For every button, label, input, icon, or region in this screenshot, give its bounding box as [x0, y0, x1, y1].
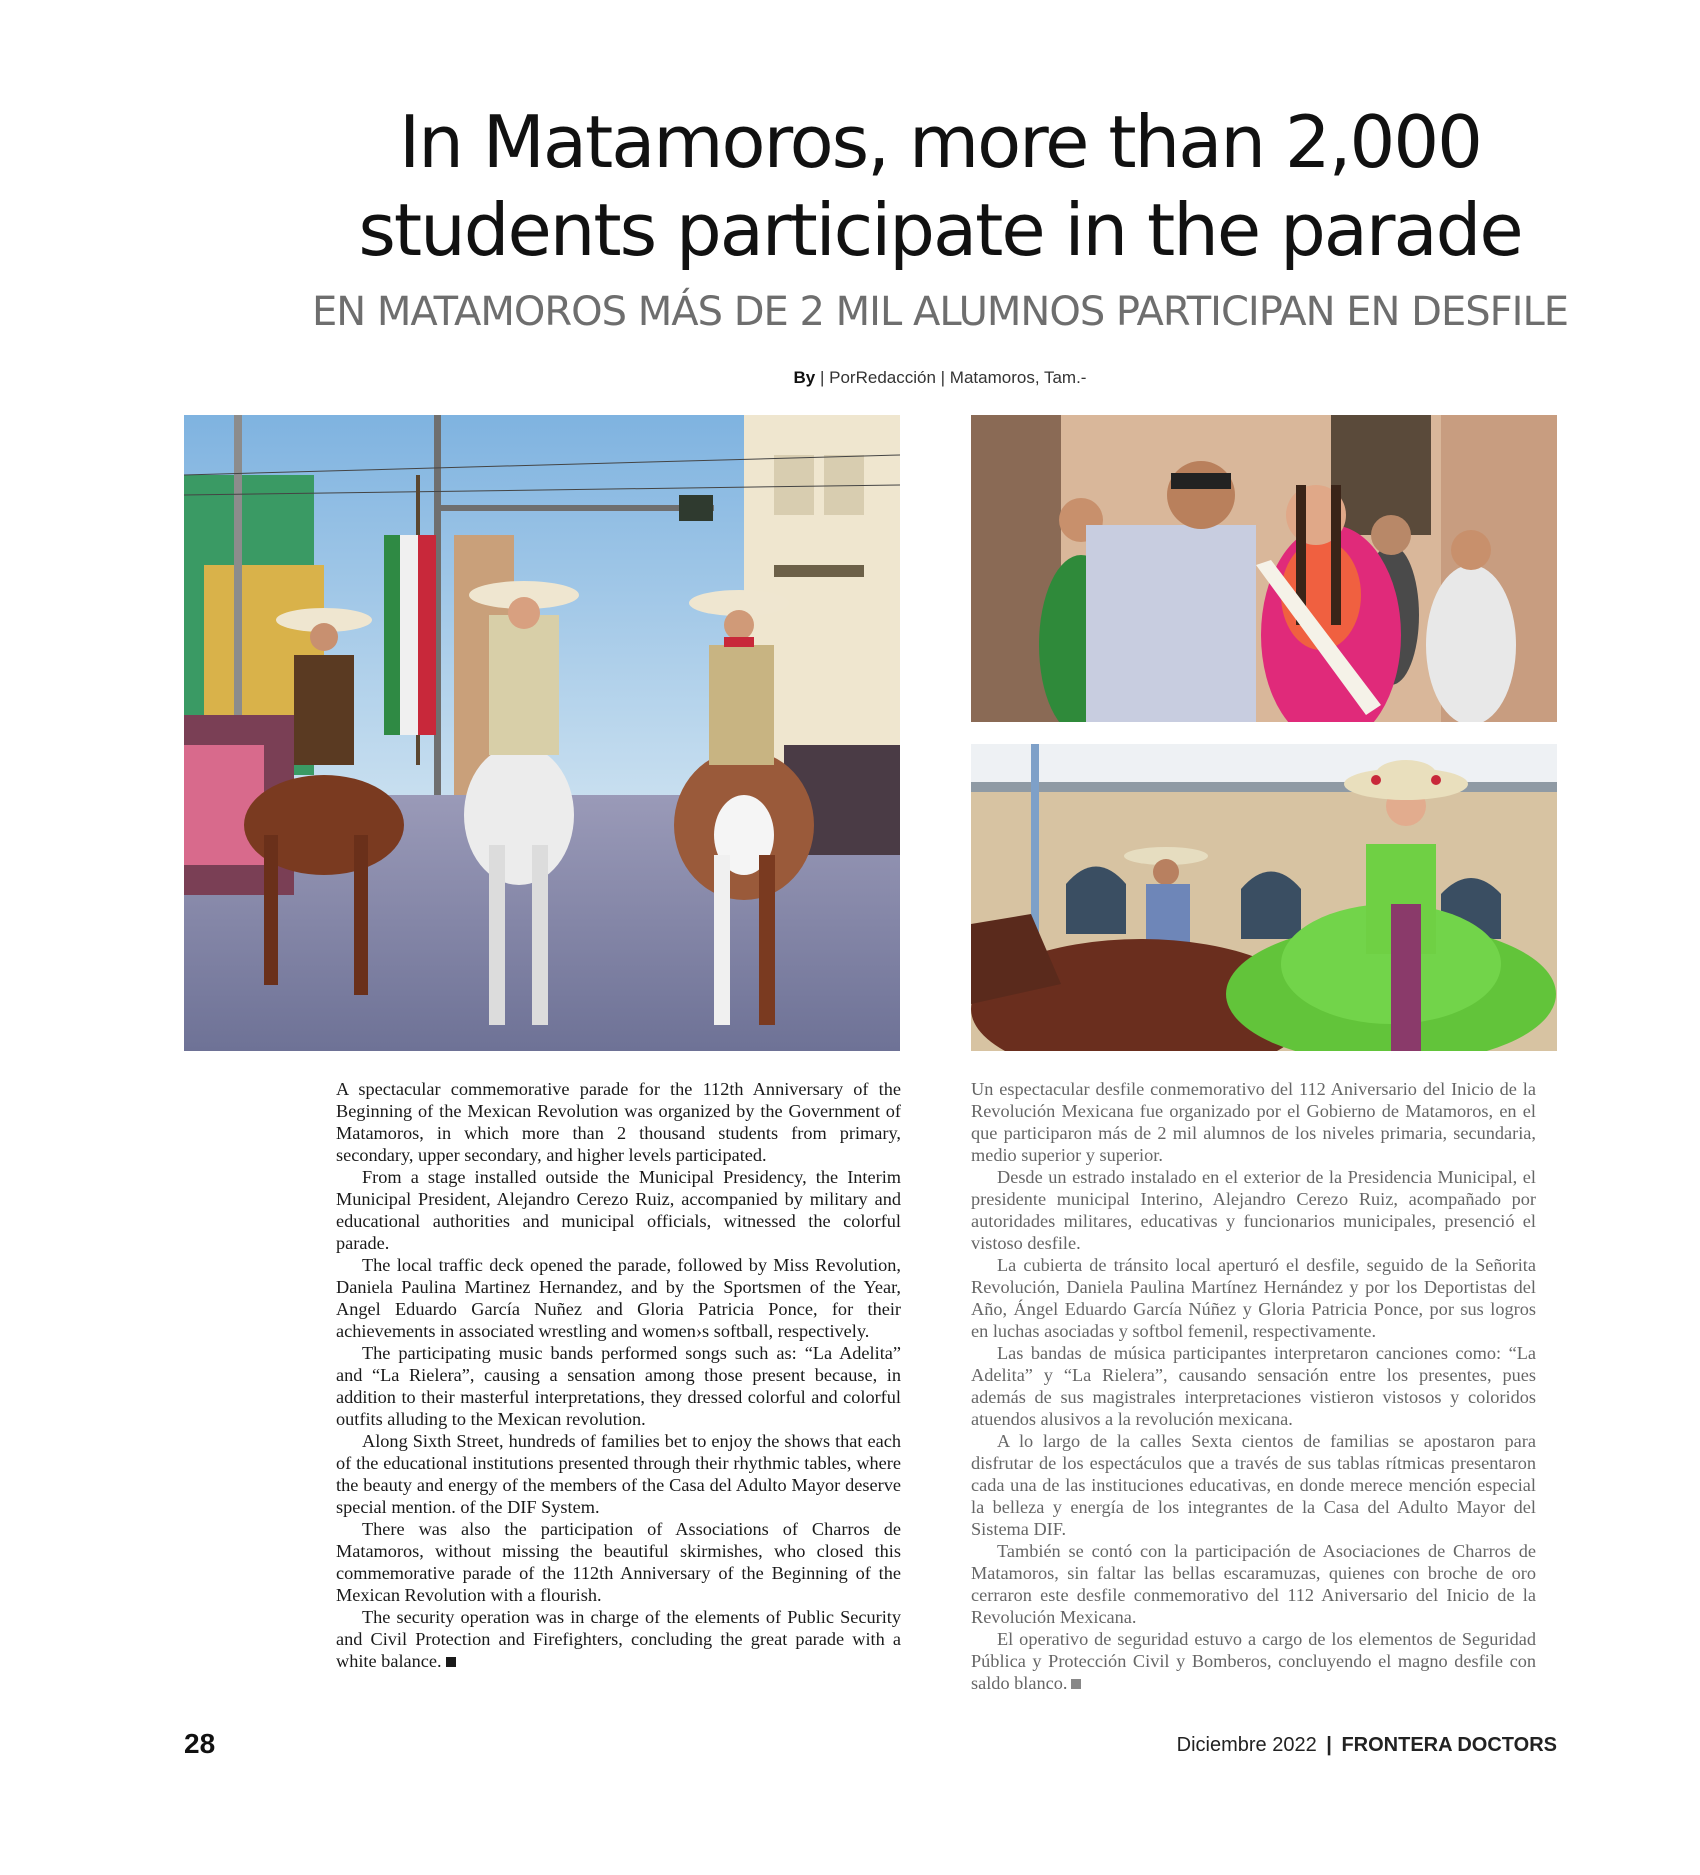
- paragraph: Along Sixth Street, hundreds of families bet to enjoy the shows that each of the educational institutions presented through their rhythmic tables, where the beauty and energy of the members of the Casa del Adulto Mayor deserve special mention. of the DIF System.: [336, 1431, 901, 1517]
- byline: [0, 368, 1700, 388]
- byline-separator: |: [820, 368, 830, 387]
- paragraph: Desde un estrado instalado en el exterior de la Presidencia Municipal, el presidente municipal Interino, Alejandro Cerezo Ruiz, acompañado por autoridades militares, educativas y funcionarios municipales, presenció el vistoso desfile.: [971, 1167, 1536, 1253]
- paragraph: La cubierta de tránsito local aperturó el desfile, seguido de la Señorita Revolución, Daniela Paulina Martínez Hernández y por los Deportistas del Año, Ángel Eduardo García Núñez y Gloria Patricia Ponce, por sus logros en luchas asociadas y softbol femenil, respectivamente.: [971, 1255, 1536, 1341]
- paragraph: También se contó con la participación de Asociaciones de Charros de Matamoros, sin faltar las bellas escaramuzas, quienes con broche de oro cerraron este desfile conmemorativo del 112 Aniversario del Inicio de la Revolución Mexicana.: [971, 1541, 1536, 1627]
- photo-official-with-miss-revolution: [971, 415, 1557, 722]
- end-mark-icon: [446, 1657, 456, 1667]
- byline-author: PorRedacción: [829, 368, 936, 387]
- byline-separator: |: [940, 368, 950, 387]
- paragraph: The local traffic deck opened the parade, followed by Miss Revolution, Daniela Paulina Martinez Hernandez, and by the Sportsmen of the Year, Angel Eduardo García Nuñez and Gloria Patricia Ponce, for their achievements in associated wrestling and women›s softball, respectively.: [336, 1255, 901, 1341]
- footer-separator: |: [1326, 1734, 1332, 1756]
- paragraph: Las bandas de música participantes interpretaron canciones como: “La Adelita” y “La Rielera”, causando sensación entre los presentes, pues además de sus magistrales interpretaciones vistieron vistosos y coloridos atuendos alusivos a la revolución mexicana.: [971, 1343, 1536, 1429]
- paragraph: The participating music bands performed songs such as: “La Adelita” and “La Rielera”, causing a sensation among those present because, in addition to their masterful interpretations, they dressed colorful and colorful outfits alluding to the Mexican revolution.: [336, 1343, 901, 1429]
- paragraph: A spectacular commemorative parade for the 112th Anniversary of the Beginning of the Mexican Revolution was organized by the Government of Matamoros, in which more than 2 thousand students from primary, secondary, upper secondary, and higher levels participated.: [336, 1079, 901, 1165]
- byline-label: By: [793, 368, 816, 387]
- paragraph-last: [336, 1606, 901, 1672]
- paragraph-last: [971, 1628, 1536, 1694]
- footer-publication: [1177, 1734, 1557, 1757]
- article-body-spanish: [971, 1078, 1536, 1694]
- parade-photo-charros: [184, 415, 900, 1051]
- byline-location: Matamoros, Tam.-: [949, 368, 1087, 387]
- photo-escaramuza-rider: [971, 744, 1557, 1051]
- paragraph: Un espectacular desfile conmemorativo del 112 Aniversario del Inicio de la Revolución Mexicana fue organizado por el Gobierno de Matamoros, en el que participaron más de 2 mil alumnos de los niveles primaria, secundaria, medio superior y superior.: [971, 1079, 1536, 1165]
- publication-name: FRONTERA DOCTORS: [1341, 1734, 1557, 1756]
- end-mark-icon: [1071, 1679, 1081, 1689]
- issue-date: Diciembre 2022: [1176, 1734, 1317, 1756]
- paragraph-text: The security operation was in charge of the elements of Public Security and Civil Protection and Firefighters, concluding the great parade with a white balance.: [336, 1607, 901, 1671]
- article-body-english: [336, 1078, 901, 1672]
- headline: In Matamoros, more than 2,000 students participate in the parade: [358, 100, 1522, 272]
- subheadline-spanish: EN MATAMOROS MÁS DE 2 MIL ALUMNOS PARTICIPAN EN DESFILE: [311, 289, 1568, 335]
- paragraph-text: El operativo de seguridad estuvo a cargo de los elementos de Seguridad Pública y Protección Civil y Bomberos, concluyendo el magno desfile con saldo blanco.: [971, 1629, 1536, 1693]
- paragraph: From a stage installed outside the Municipal Presidency, the Interim Municipal President, Alejandro Cerezo Ruiz, accompanied by military and educational authorities and municipal officials, witnessed the colorful parade.: [336, 1167, 901, 1253]
- paragraph: There was also the participation of Associations of Charros de Matamoros, without missing the beautiful skirmishes, who closed this commemorative parade of the 112th Anniversary of the Beginning of the Mexican Revolution with a flourish.: [336, 1519, 901, 1605]
- paragraph: A lo largo de la calles Sexta cientos de familias se apostaron para disfrutar de los espectáculos que a través de sus tablas rítmicas presentaron cada una de las instituciones educativas, en donde merece mención especial la belleza y energía de los integrantes de la Casa del Adulto Mayor del Sistema DIF.: [971, 1431, 1536, 1539]
- page-number: 28: [184, 1728, 216, 1759]
